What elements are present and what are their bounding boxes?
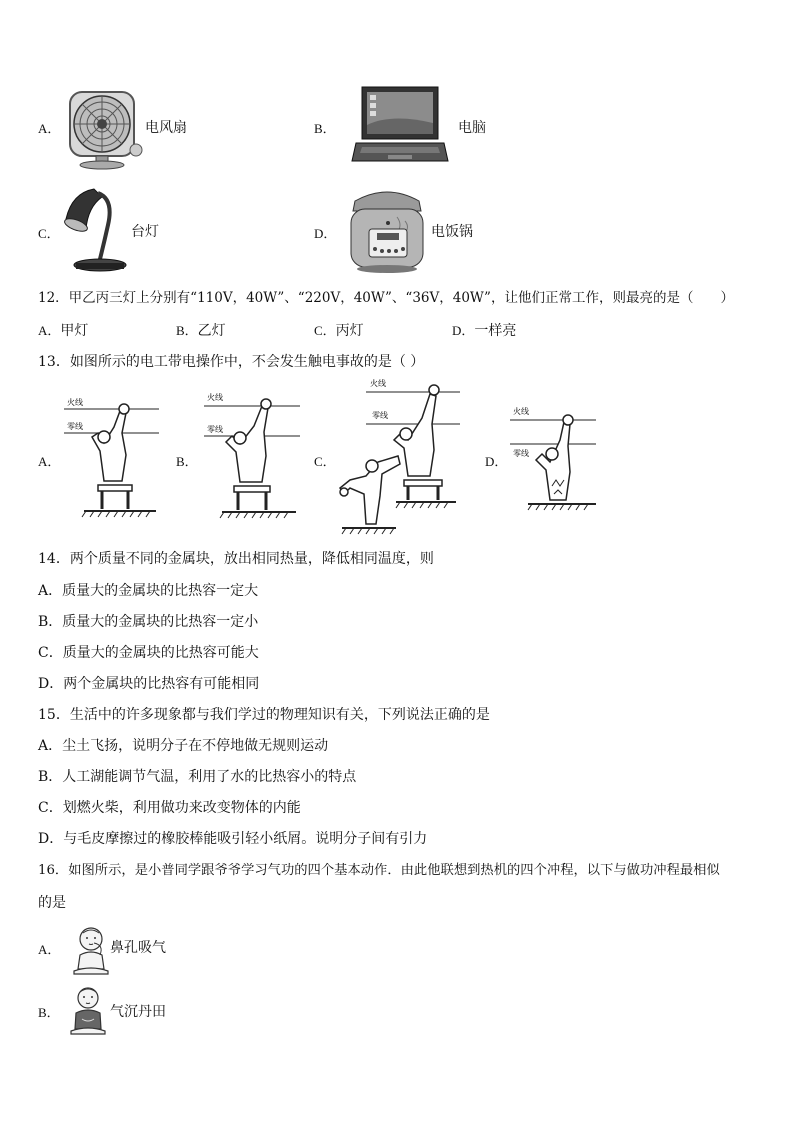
q15-option-b: B．人工湖能调节气温，利用了水的比热容小的特点	[38, 769, 357, 785]
q13-option-c-letter: C．	[314, 454, 336, 469]
q12-option-b: B．乙灯	[176, 323, 226, 339]
electrician-figure-d	[510, 400, 600, 515]
q16-option-a-letter: A．	[38, 942, 61, 957]
q15-option-a: A．尘土飞扬，说明分子在不停地做无规则运动	[38, 738, 329, 754]
q16-option-b-text: 气沉丹田	[110, 1004, 166, 1020]
svg-text:火线: 火线	[370, 379, 386, 388]
q12-option-d: D．一样亮	[452, 323, 517, 339]
q16-stem-line2: 的是	[38, 895, 66, 911]
electrician-figure-a	[64, 393, 164, 523]
neutral-wire-label: 零线	[67, 422, 83, 431]
q11-option-a-text: 电风扇	[145, 120, 187, 136]
q11-option-d-letter: D．	[314, 226, 337, 241]
q14-option-b: B．质量大的金属块的比热容一定小	[38, 614, 259, 630]
q16-stem-line1: 16．如图所示，是小普同学跟爷爷学习气功的四个基本动作．由此他联想到热机的四个冲程，以下与做功冲程最相似	[38, 863, 720, 878]
q13-option-b-letter: B．	[176, 454, 198, 469]
q15-option-d: D．与毛皮摩擦过的橡胶棒能吸引轻小纸屑。说明分子间有引力	[38, 831, 428, 847]
rice-cooker-icon	[347, 187, 427, 277]
live-wire-label: 火线	[67, 398, 83, 407]
q14-option-c: C．质量大的金属块的比热容可能大	[38, 645, 259, 661]
q13-option-a-letter: A．	[38, 454, 61, 469]
breathing-child-icon	[72, 925, 110, 975]
electrician-figure-c	[336, 376, 466, 536]
q16-option-b-letter: B．	[38, 1005, 60, 1020]
svg-text:零线: 零线	[207, 425, 223, 434]
svg-text:火线: 火线	[513, 407, 529, 416]
q13-stem: 13．如图所示的电工带电操作中，不会发生触电事故的是（ ）	[38, 354, 425, 370]
q15-stem: 15．生活中的许多现象都与我们学过的物理知识有关，下列说法正确的是	[38, 707, 490, 723]
q12-option-a: A．甲灯	[38, 323, 89, 339]
q11-option-b-letter: B．	[314, 121, 336, 136]
q11-option-c-letter: C．	[38, 226, 60, 241]
q11-option-b-text: 电脑	[458, 120, 486, 136]
meditating-child-icon	[70, 985, 106, 1035]
q14-option-a: A．质量大的金属块的比热容一定大	[38, 583, 259, 599]
q11-option-c-text: 台灯	[131, 224, 159, 240]
electrician-figure-b	[204, 388, 304, 523]
laptop-icon	[352, 85, 448, 167]
svg-text:零线: 零线	[372, 411, 388, 420]
q11-option-a-letter: A．	[38, 121, 61, 136]
q14-stem: 14．两个质量不同的金属块，放出相同热量，降低相同温度，则	[38, 551, 434, 567]
svg-text:零线: 零线	[513, 449, 529, 458]
q13-option-d-letter: D．	[485, 454, 508, 469]
desk-lamp-icon	[64, 185, 130, 275]
q11-option-d-text: 电饭锅	[431, 224, 473, 240]
fan-icon	[66, 88, 144, 170]
q12-option-c: C．丙灯	[314, 323, 364, 339]
q14-option-d: D．两个金属块的比热容有可能相同	[38, 676, 260, 692]
q12-stem: 12．甲乙丙三灯上分别有“110V，40W”、“220V，40W”、“36V，40W”，让他们正常工作，则最亮的是（ ）	[38, 290, 734, 306]
q16-option-a-text: 鼻孔吸气	[110, 940, 166, 956]
svg-text:火线: 火线	[207, 393, 223, 402]
q15-option-c: C．划燃火柴，利用做功来改变物体的内能	[38, 800, 301, 816]
